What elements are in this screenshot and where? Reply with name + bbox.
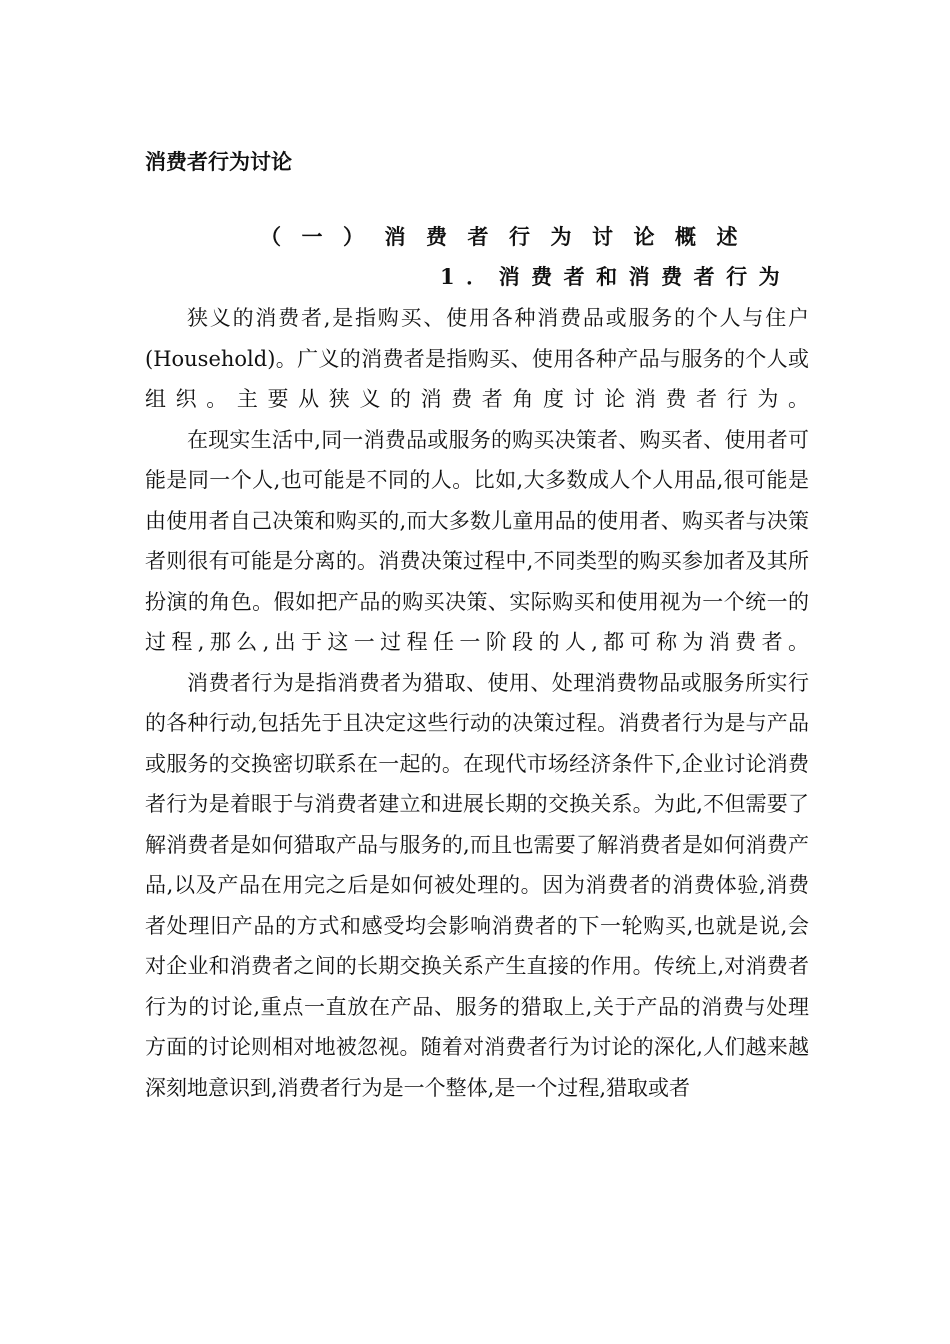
section-heading: （一）消费者行为讨论概述 [260,224,758,249]
paragraph-consumer-behavior: 消费者行为是指消费者为猎取、使用、处理消费物品或服务所实行的各种行动,包括先于且决定这些行动的决策过程。消费者行为是与产品或服务的交换密切联系在一起的。在现代市场经济条件下,企业讨论消费者行为是着眼于与消费者建立和进展长期的交换关系。为此,不但需要了解消费者是如何猎取产品与服务的,而且也需要了解消费者是如何消费产品,以及产品在用完之后是如何被处理的。因为消费者的消费体验,消费者处理旧产品的方式和感受均会影响消费者的下一轮购买,也就是说,会对企业和消费者之间的长期交换关系产生直接的作用。传统上,对消费者行为的讨论,重点一直放在产品、服务的猎取上,关于产品的消费与处理方面的讨论则相对地被忽视。随着对消费者行为讨论的深化,人们越来越深刻地意识到,消费者行为是一个整体,是一个过程,猎取或者 [145,670,809,1100]
paragraph-consumer-definition: 狭义的消费者,是指购买、使用各种消费品或服务的个人与住户(Household)。广义的消费者是指购买、使用各种产品与服务的个人或组织。主要从狭义的消费者角度讨论消费者行为。 [145,306,809,411]
body-text [145,298,809,1108]
paragraph-purchase-roles: 在现实生活中,同一消费品或服务的购买决策者、购买者、使用者可能是同一个人,也可能是不同的人。比如,大多数成人个人用品,很可能是由使用者自己决策和购买的,而大多数儿童用品的使用者、购买者与决策者则很有可能是分离的。消费决策过程中,不同类型的购买参加者及其所扮演的角色。假如把产品的购买决策、实际购买和使用视为一个统一的过程,那么,出于这一过程任一阶段的人,都可称为消费者。 [145,427,809,654]
document-title: 消费者行为讨论 [145,150,292,174]
subsection-heading: 1．消费者和消费者行为 [440,264,792,289]
